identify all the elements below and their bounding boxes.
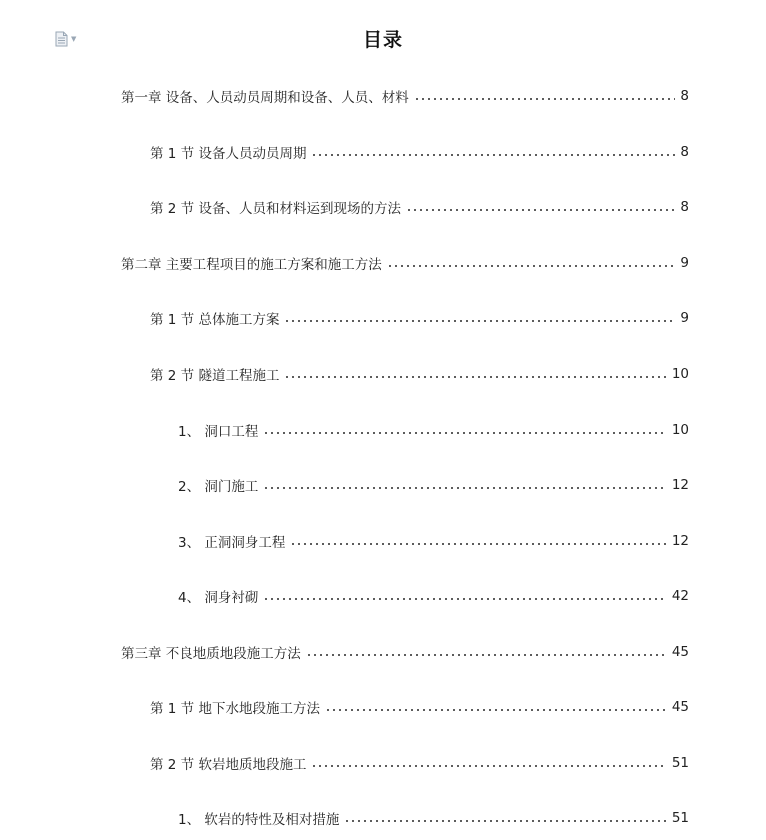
toc-page-number: 10 <box>671 366 689 382</box>
toc-leader <box>406 209 675 211</box>
toc-entry-text: 第一章 设备、人员动员周期和设备、人员、材料 <box>121 90 409 106</box>
toc-entry[interactable] <box>121 85 689 107</box>
toc-page-number: 45 <box>671 699 689 715</box>
toc-entry[interactable] <box>178 419 689 441</box>
toc-entry[interactable] <box>150 307 689 329</box>
toc-entry-text: 第 1 节 总体施工方案 <box>150 312 280 328</box>
toc-entry[interactable] <box>178 474 689 496</box>
toc-leader <box>414 98 676 100</box>
toc-entry[interactable] <box>178 530 689 552</box>
toc-entry-text: 1、 洞口工程 <box>178 424 259 440</box>
toc-page-number: 8 <box>680 144 689 160</box>
toc-leader <box>290 543 666 545</box>
toc-page-number: 9 <box>680 310 689 326</box>
toc-leader <box>263 432 666 434</box>
toc-leader <box>263 598 666 600</box>
toc-entry-text: 第三章 不良地质地段施工方法 <box>121 646 301 662</box>
toc-page-number: 51 <box>671 755 689 771</box>
toc-entry-text: 第二章 主要工程项目的施工方案和施工方法 <box>121 257 382 273</box>
toc-entry[interactable] <box>150 752 689 774</box>
toc-entry-text: 第 1 节 地下水地段施工方法 <box>150 701 320 717</box>
toc-page-number: 42 <box>671 588 689 604</box>
toc-entry-text: 2、 洞门施工 <box>178 479 259 495</box>
toc-entry[interactable] <box>150 141 689 163</box>
toc-leader <box>311 765 666 767</box>
toc-entry-text: 第 1 节 设备人员动员周期 <box>150 146 307 162</box>
toc-leader <box>306 654 667 656</box>
toc-page-number: 8 <box>680 88 689 104</box>
toc-leader <box>344 820 666 822</box>
toc-entry[interactable] <box>150 196 689 218</box>
toc-page-number: 12 <box>671 533 689 549</box>
toc-entry-text: 第 2 节 软岩地质地段施工 <box>150 757 307 773</box>
toc-leader <box>387 265 676 267</box>
toc-leader <box>311 154 675 156</box>
toc-leader <box>284 320 675 322</box>
toc-page-number: 8 <box>680 199 689 215</box>
toc-leader <box>263 487 666 489</box>
toc-entry-text: 1、 软岩的特性及相对措施 <box>178 812 340 828</box>
toc-page-number: 45 <box>671 644 689 660</box>
toc-title: 目录 <box>362 29 403 51</box>
toc-entry[interactable] <box>121 252 689 274</box>
toc-entry-text: 3、 正洞洞身工程 <box>178 535 286 551</box>
toc-entry[interactable] <box>150 696 689 718</box>
toc-page-number: 12 <box>671 477 689 493</box>
toc-entry-text: 4、 洞身衬砌 <box>178 590 259 606</box>
caret-down-icon: ▼ <box>71 34 77 43</box>
toc-page-number: 51 <box>671 810 689 826</box>
toc-entry-text: 第 2 节 隧道工程施工 <box>150 368 280 384</box>
toc-entry[interactable] <box>150 363 689 385</box>
toc-entry-text: 第 2 节 设备、人员和材料运到现场的方法 <box>150 201 401 217</box>
toc-leader <box>325 709 667 711</box>
toc-page-number: 10 <box>671 422 689 438</box>
toc-entry[interactable] <box>121 641 689 663</box>
toc-entry[interactable] <box>178 585 689 607</box>
toc-entry[interactable] <box>178 807 689 829</box>
toc-page-number: 9 <box>680 255 689 271</box>
toc-leader <box>284 376 666 378</box>
